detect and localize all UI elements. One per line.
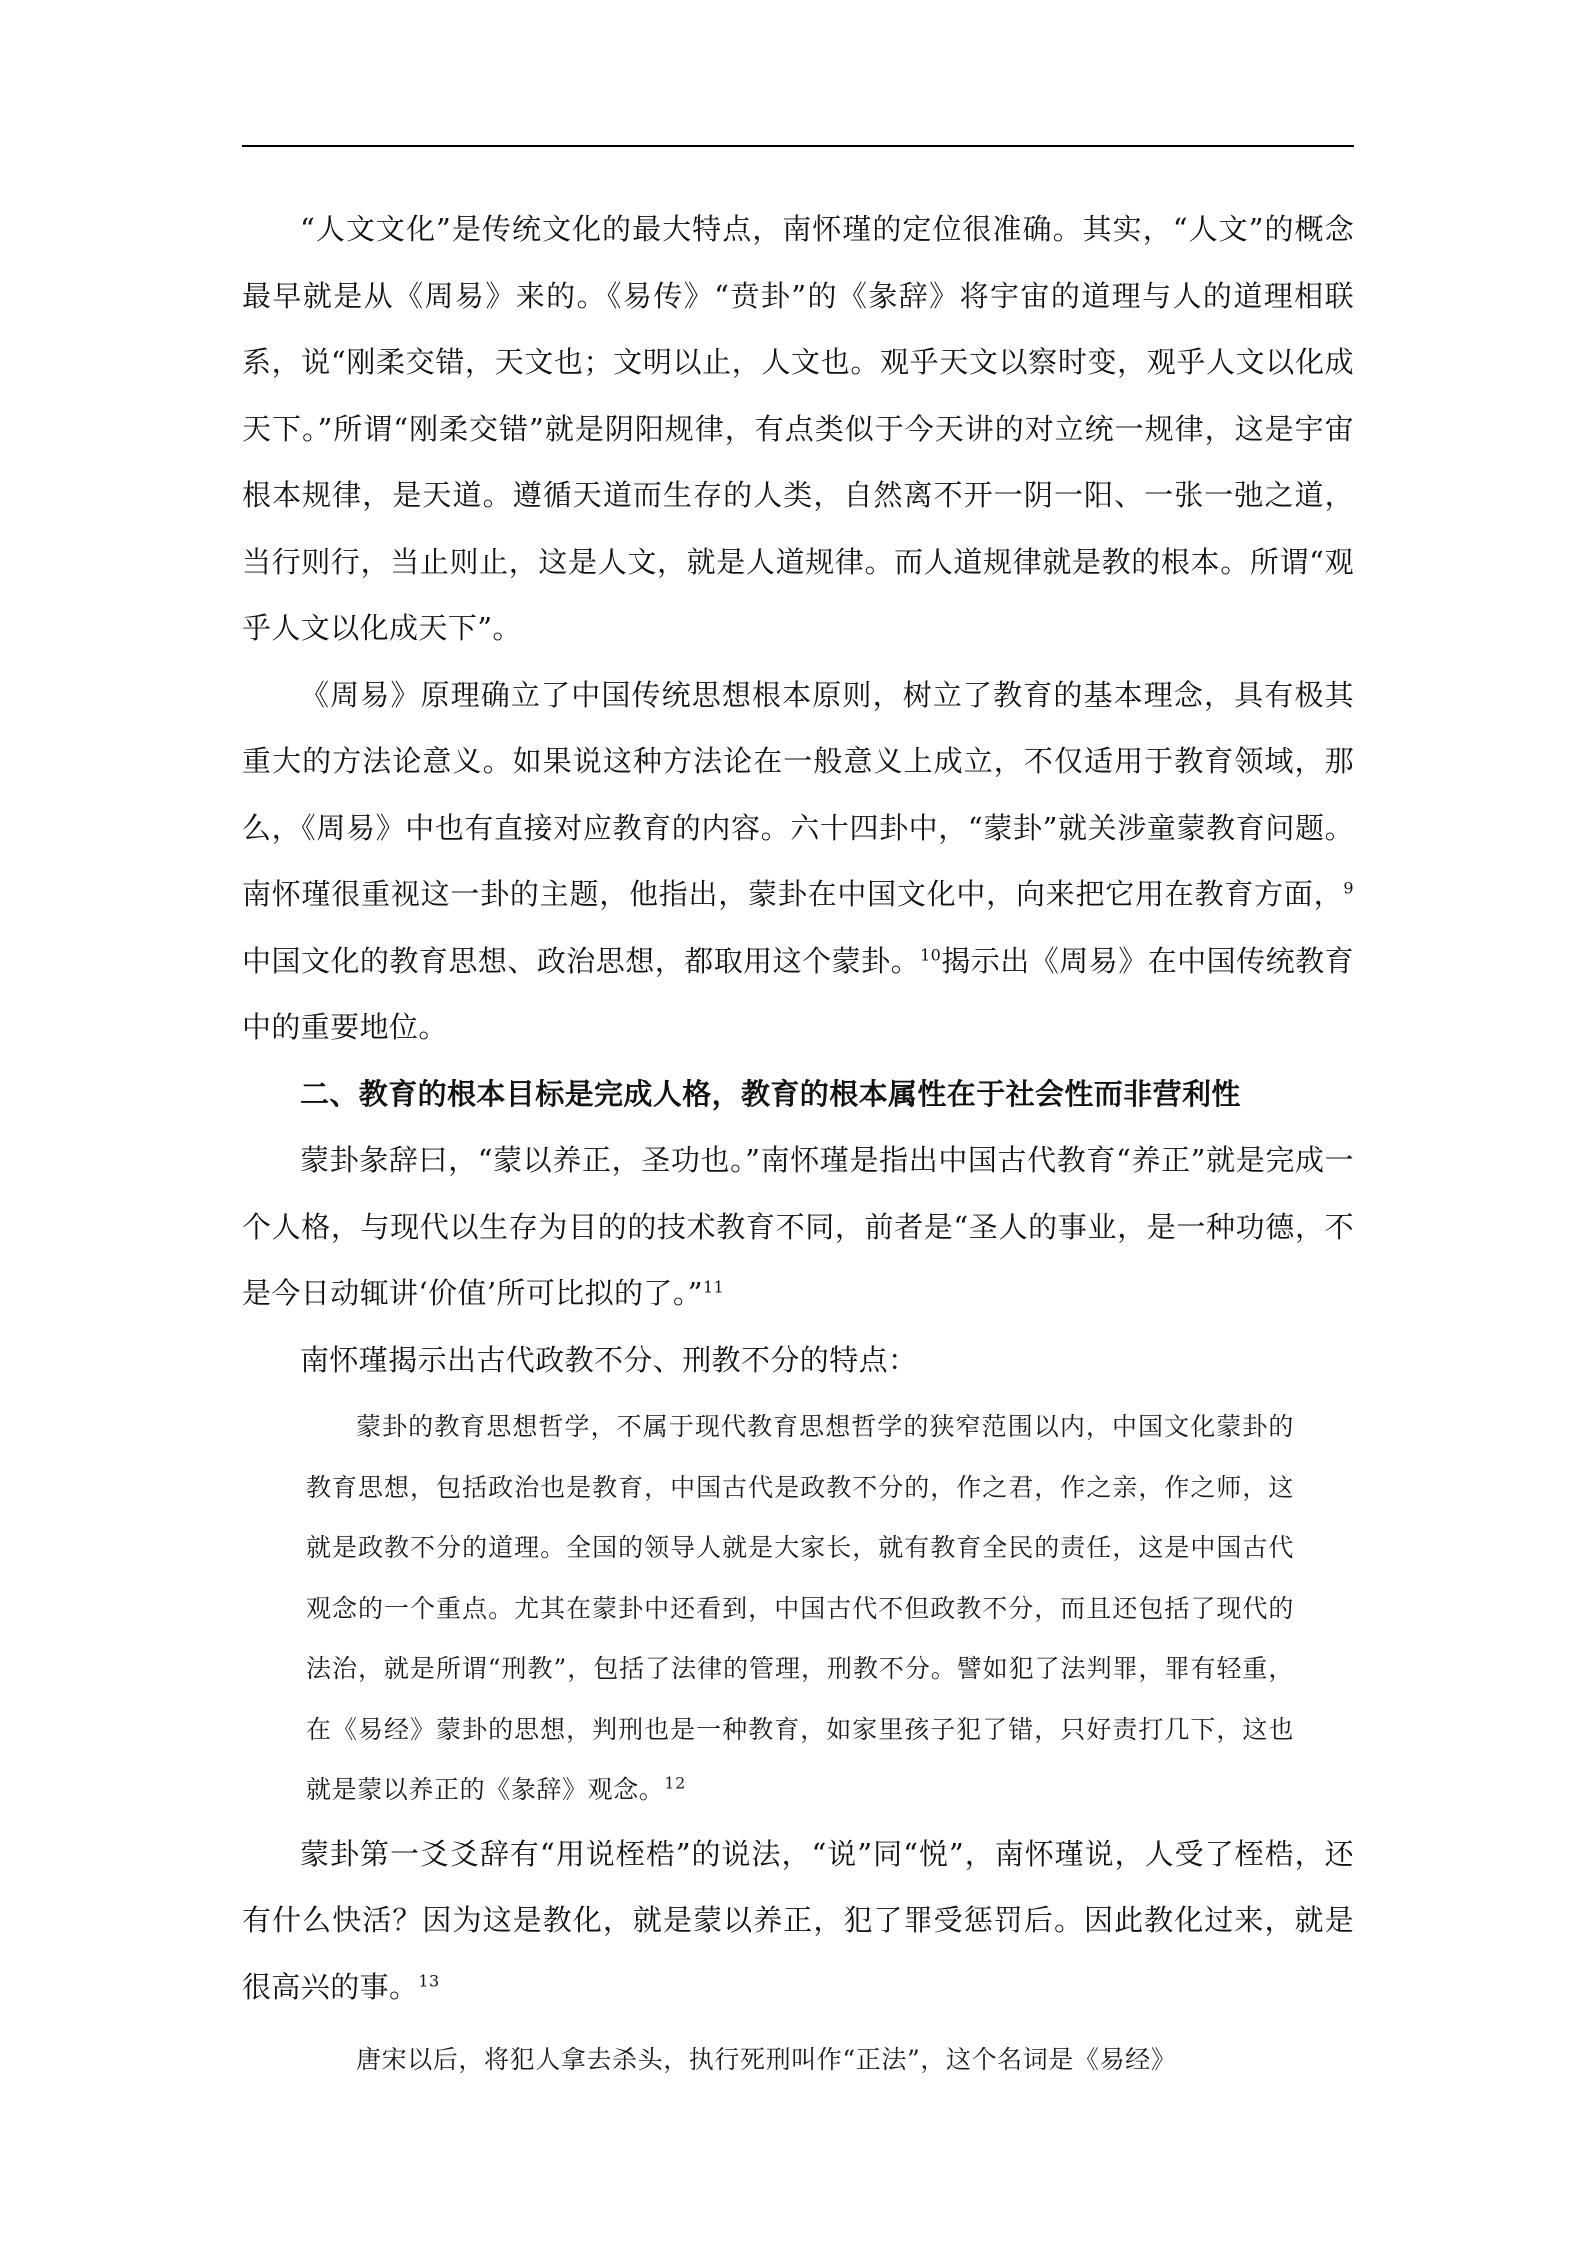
paragraph-mengyi (242, 1127, 1354, 1327)
paragraph-zhigu-text: 蒙卦第一爻爻辞有“用说桎梏”的说法，“说”同“悦”，南怀瑾说，人受了桎梏，还有什么快活？因为这是教化，就是蒙以养正，犯了罪受惩罚后。因此教化过来，就是很高兴的事。 (242, 1836, 1354, 2004)
footnote-marker-12: 12 (664, 1773, 686, 1793)
paragraph-zhouyi-part1: 《周易》原理确立了中国传统思想根本原则，树立了教育的基本理念，具有极其重大的方法论意义。如果说这种方法论在一般意义上成立，不仅适用于教育领域，那么，《周易》中也有直接对应教育的内容。六十四卦中，“蒙卦”就关涉童蒙教育问题。南怀瑾很重视这一卦的主题，他指出，蒙卦在中国文化中，向来把它用在教育方面， (242, 677, 1354, 911)
paragraph-renwen: “人文文化”是传统文化的最大特点，南怀瑾的定位很准确。其实，“人文”的概念最早就是从《周易》来的。《易传》“贲卦”的《彖辞》将宇宙的道理与人的道理相联系，说“刚柔交错，天文也；文明以止，人文也。观乎天文以察时变，观乎人文以化成天下。”所谓“刚柔交错”就是阴阳规律，有点类似于今天讲的对立统一规律，这是宇宙根本规律，是天道。遵循天道而生存的人类，自然离不开一阴一阳、一张一弛之道，当行则行，当止则止，这是人文，就是人道规律。而人道规律就是教的根本。所谓“观乎人文以化成天下”。 (242, 212, 1354, 645)
paragraph-zhouyi-part2: 中国文化的教育思想、政治思想，都取用这个蒙卦。 (242, 943, 921, 978)
footnote-marker-10: 10 (920, 944, 942, 964)
block-quote-zhengfa: 唐宋以后，将犯人拿去杀头，执行死刑叫作“正法”，这个名词是《易经》 (356, 2045, 1177, 2074)
footnote-marker-9: 9 (1343, 878, 1354, 898)
paragraph-zhouyi (242, 662, 1354, 1061)
document-body (242, 196, 1354, 2091)
paragraph-intro-quote: 南怀瑾揭示出古代政教不分、刑教不分的特点： (300, 1342, 918, 1377)
section-heading: 二、教育的根本目标是完成人格，教育的根本属性在于社会性而非营利性 (300, 1076, 1241, 1111)
block-quote-mengua (306, 1397, 1294, 1821)
paragraph-mengyi-text: 蒙卦彖辞曰，“蒙以养正，圣功也。”南怀瑾是指出中国古代教育“养正”就是完成一个人格，与现代以生存为目的的技术教育不同，前者是“圣人的事业，是一种功德，不是今日动辄讲‘价值’所可比拟的了。” (242, 1143, 1354, 1310)
block-quote-mengua-text: 蒙卦的教育思想哲学，不属于现代教育思想哲学的狭窄范围以内，中国文化蒙卦的教育思想，包括政治也是教育，中国古代是政教不分的，作之君，作之亲，作之师，这就是政教不分的道理。全国的领导人就是大家长，就有教育全民的责任，这是中国古代观念的一个重点。尤其在蒙卦中还看到，中国古代不但政教不分，而且还包括了现代的法治，就是所谓“刑教”，包括了法律的管理，刑教不分。譬如犯了法判罪，罪有轻重，在《易经》蒙卦的思想，判刑也是一种教育，如家里孩子犯了错，只好责打几下，这也就是蒙以养正的《彖辞》观念。 (306, 1412, 1294, 1804)
paragraph-zhigu (242, 1821, 1354, 2021)
footnote-marker-13: 13 (418, 1970, 440, 1990)
paragraph-zhouyi-part3: 揭示出《周易》在中国传统教育中的重要地位。 (242, 943, 1354, 1044)
footnote-marker-11: 11 (702, 1277, 725, 1297)
header-rule (242, 145, 1354, 147)
